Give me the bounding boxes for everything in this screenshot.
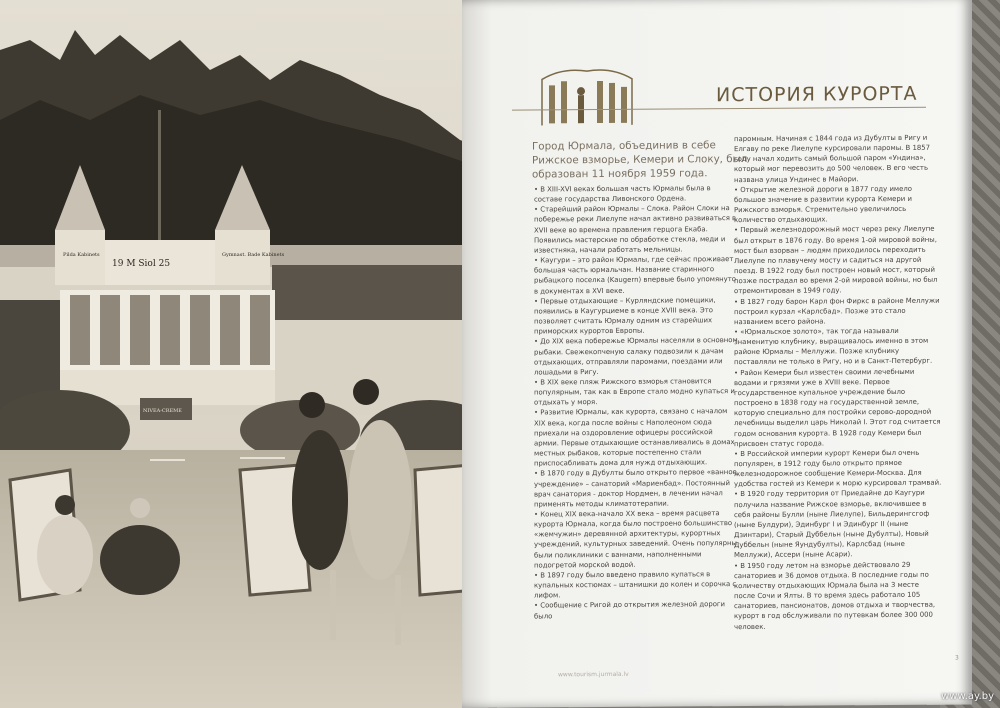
paragraph: паромным. Начиная с 1844 года из Дубулты в Ригу и Елгаву по реке Лиелупе курсировали паромы. В 1857 году начал ходить самый большой паром «Ундина», который мог перевозить до 500 человек. В его честь названа улица Ундинес в Майори. bbox=[734, 133, 930, 184]
paragraph: • До XIX века побережье Юрмалы населяли в основном рыбаки. Свежекопченую салаку подвозили к дачам отдыхающих, отправляли паромами, поездами или лошадьми в Ригу. bbox=[534, 336, 738, 377]
paragraph: • В 1950 году летом на взморье действовало 29 санаториев и 36 домов отдыха. В последние годы по количеству отдыхающих Юрмала была на 3 месте после Сочи и Ялты. В то время здесь работало 105 санаториев, пансионатов, домов отдыха и творчества, курорт в год обслуживали по путевкам более 300 000 человек. bbox=[734, 560, 936, 631]
paragraph: • В 1870 году в Дубулты было открыто первое «ванное учреждение» – санаторий «Мариенбад». Постоянный врач санатория - доктор Нордмен, в лечении начал применять методы климатотерапии. bbox=[534, 468, 737, 509]
paragraph: • В 1920 году территория от Приедайне до Каугури получила название Рижское взморье, включившее в себя районы Булли (ныне Лиелупе), Бильдерингсгоф (ныне Булдури), Эдинбург I и Эдинбург II (ныне Дзинтари), Старый Дуббельн (ныне Дубулты), Новый Дуббельн (ныне Яундубулты), Карлсбад (ныне Меллужи), Ассери (ныне Асари). bbox=[734, 489, 930, 560]
paragraph: • В XIII-XVI веках большая часть Юрмалы была в составе государства Ливонского Ордена. bbox=[534, 184, 711, 204]
watermark: www.ay.by bbox=[941, 691, 994, 702]
paragraph: • Район Кемери был известен своими лечебными водами и грязями уже в XVIII веке. Первое государственное купальное учреждение было построено в 1838 году на государственной земле, которую специально для постройки серово-дородной лечебницы выделил царь Николай I. Этот год считается годом основания курорта. В 1928 году Кемери был присвоен статус города. bbox=[734, 367, 941, 448]
pavilion-sign-main: 19 M Siol 25 bbox=[112, 259, 171, 269]
paragraph: • В XIX веке пляж Рижского взморья становится популярным, так как в Европе стало модно купаться и отдыхать у моря. bbox=[534, 377, 735, 407]
article-column-left bbox=[534, 183, 739, 621]
page-number: 3 bbox=[955, 654, 959, 662]
article-page bbox=[462, 0, 972, 708]
paragraph: • В 1827 году барон Карл фон Фиркс в районе Меллужи построил курзал «Карлсбад». Позже это стало названием всего района. bbox=[734, 296, 940, 326]
pavilion-sign-right: Gymnast. Bade Kabinets bbox=[222, 252, 285, 258]
paragraph: • Развитие Юрмалы, как курорта, связано с началом XIX века, когда после войны с Наполеоном сюда приехали на оздоровление офицеры российской армии. Первые отдыхающие останавливались в домах местных рыбаков, которые постепенно стали приспосабливать дома для нужд отдыхающих. bbox=[534, 407, 735, 468]
article-column-right bbox=[734, 133, 942, 632]
photo-illustration bbox=[0, 0, 488, 708]
paragraph: • В 1897 году было введено правило купаться в купальных костюмах – штанишки до колен и сорочка с лифом. bbox=[534, 570, 737, 600]
paragraph: • Первый железнодорожный мост через реку Лиелупе был открыт в 1876 году. Во время 1-ой мировой войны, мост был взорван – людям приходилось переходить Лиелупе по плавучему мосту и садиться на другой поезд. В 1922 году был построен новый мост, который позже пострадал во время 2-ой мировой войны, но был отремонтирован в 1949 году. bbox=[734, 225, 938, 296]
paragraph: • «Юрмальское золото», так тогда называли знаменитую клубнику, выращивалось именно в этом районе Юрмалы – Меллужи. Позже клубнику поставляли не только в Ригу, но и в Санкт-Петербург. bbox=[734, 326, 933, 367]
paragraph: • Конец XIX века-начало XX века – время расцвета курорта Юрмала, когда было построено большинство «жемчужин» деревянной архитектуры, курортных учреждений, культурных заведений. Очень популярны были поликлиники с ваннами, наполненными подогретой морской водой. bbox=[534, 509, 737, 570]
paragraph: • В Российской империи курорт Кемери был очень популярен, в 1912 году было открыто прямое железнодорожное сообщение Кемери-Москва. Для удобства гостей из Кемери к морю курсировал трамвай. bbox=[734, 448, 942, 489]
paragraph: • Открытие железной дороги в 1877 году имело большое значение в развитии курорта Кемери и Рижского взморья. Стремительно увеличилось количество отдыхающих. bbox=[734, 184, 912, 225]
pavilion-sign-left: Pilda Kabinets bbox=[63, 252, 100, 258]
kiosk-illustration-icon bbox=[537, 65, 637, 128]
nivea-sign: NIVEA-CREME bbox=[143, 408, 182, 414]
page-title: ИСТОРИЯ КУРОРТА bbox=[716, 82, 918, 107]
paragraph: • Сообщение с Ригой до открытия железной дороги было bbox=[534, 600, 726, 621]
footer-url: www.tourism.jurmala.lv bbox=[558, 670, 629, 679]
paragraph: • Первые отдыхающие – Курляндские помещики, появились в Каугурциеме в конце XVIII века. Это позволяет считать Юрмалу одним из старейших приморских курортов Европы. bbox=[534, 295, 716, 336]
paragraph: • Каугури – это район Юрмалы, где сейчас проживает большая часть юрмальчан. Название старинного рыбацкого поселка (Kaugern) впервые было упомянуто в документах в XVI веке. bbox=[534, 255, 736, 296]
lead-paragraph: Город Юрмала, объединив в себе Рижское взморье, Кемери и Слоку, был образован 11 ноября 1959 года. bbox=[532, 139, 748, 181]
paragraph: • Старейший район Юрмалы – Слока. Район Слоки на побережье реки Лиелупе начал активно развиваться в XVII веке во времена правления герцога Екаба. Появились мастерские по обработке стекла, меди и известняка, начали работать мельницы. bbox=[534, 204, 737, 255]
historic-beach-photo bbox=[0, 0, 488, 708]
